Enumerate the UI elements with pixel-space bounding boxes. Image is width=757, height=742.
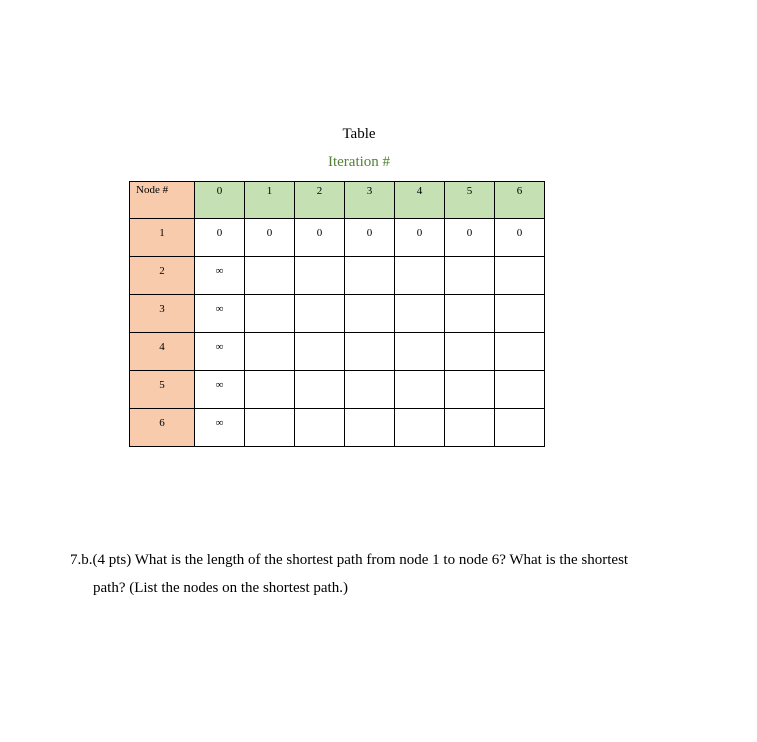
table-cell: 0 (445, 219, 495, 257)
table-cell (245, 409, 295, 447)
table-cell (345, 257, 395, 295)
table-cell: 0 (395, 219, 445, 257)
iteration-caption: Iteration # (327, 154, 391, 170)
table-row (130, 219, 545, 257)
table-cell (345, 333, 395, 371)
table-cell (495, 333, 545, 371)
table-cell: 0 (195, 219, 245, 257)
iteration-header-5: 5 (445, 182, 495, 219)
table-cell (445, 371, 495, 409)
question-line-2: path? (List the nodes on the shortest path.) (93, 580, 348, 596)
table-cell (295, 295, 345, 333)
table-cell: ∞ (195, 409, 245, 447)
table-cell (345, 409, 395, 447)
iteration-header-4: 4 (395, 182, 445, 219)
table-cell (445, 295, 495, 333)
node-label: 3 (130, 295, 195, 333)
table-cell (395, 409, 445, 447)
node-label: 5 (130, 371, 195, 409)
table-cell (345, 371, 395, 409)
iteration-table (129, 181, 545, 447)
table-cell: ∞ (195, 295, 245, 333)
table-cell (495, 409, 545, 447)
table-cell (245, 295, 295, 333)
table-cell (445, 333, 495, 371)
table-cell: 0 (345, 219, 395, 257)
table-cell (445, 409, 495, 447)
iteration-header-1: 1 (245, 182, 295, 219)
table-cell (495, 295, 545, 333)
table-cell: ∞ (195, 257, 245, 295)
table-row (130, 371, 545, 409)
table-cell: 0 (295, 219, 345, 257)
node-label: 1 (130, 219, 195, 257)
table-cell: ∞ (195, 333, 245, 371)
table-cell (495, 371, 545, 409)
table-cell (395, 333, 445, 371)
question-text (70, 546, 710, 602)
table-cell (345, 295, 395, 333)
table-cell: 0 (495, 219, 545, 257)
table-cell (295, 333, 345, 371)
node-column-header: Node # (130, 182, 195, 219)
iteration-header-2: 2 (295, 182, 345, 219)
table-row (130, 409, 545, 447)
node-label: 2 (130, 257, 195, 295)
table-caption: Table (342, 126, 376, 142)
table-cell (445, 257, 495, 295)
node-label: 6 (130, 409, 195, 447)
table-cell (295, 409, 345, 447)
table-cell: ∞ (195, 371, 245, 409)
table-row (130, 333, 545, 371)
table-row (130, 295, 545, 333)
iteration-header-row (130, 182, 545, 219)
iteration-header-6: 6 (495, 182, 545, 219)
table-cell (295, 371, 345, 409)
table-cell (495, 257, 545, 295)
table-cell (295, 257, 345, 295)
table-cell (395, 371, 445, 409)
table-cell (245, 333, 295, 371)
node-label: 4 (130, 333, 195, 371)
table-cell (245, 371, 295, 409)
table-cell (395, 295, 445, 333)
table-cell (395, 257, 445, 295)
iteration-header-3: 3 (345, 182, 395, 219)
table-row (130, 257, 545, 295)
question-line-1: 7.b.(4 pts) What is the length of the shortest path from node 1 to node 6? What is the shortest (70, 552, 629, 568)
table-cell: 0 (245, 219, 295, 257)
iteration-header-0: 0 (195, 182, 245, 219)
table-cell (245, 257, 295, 295)
